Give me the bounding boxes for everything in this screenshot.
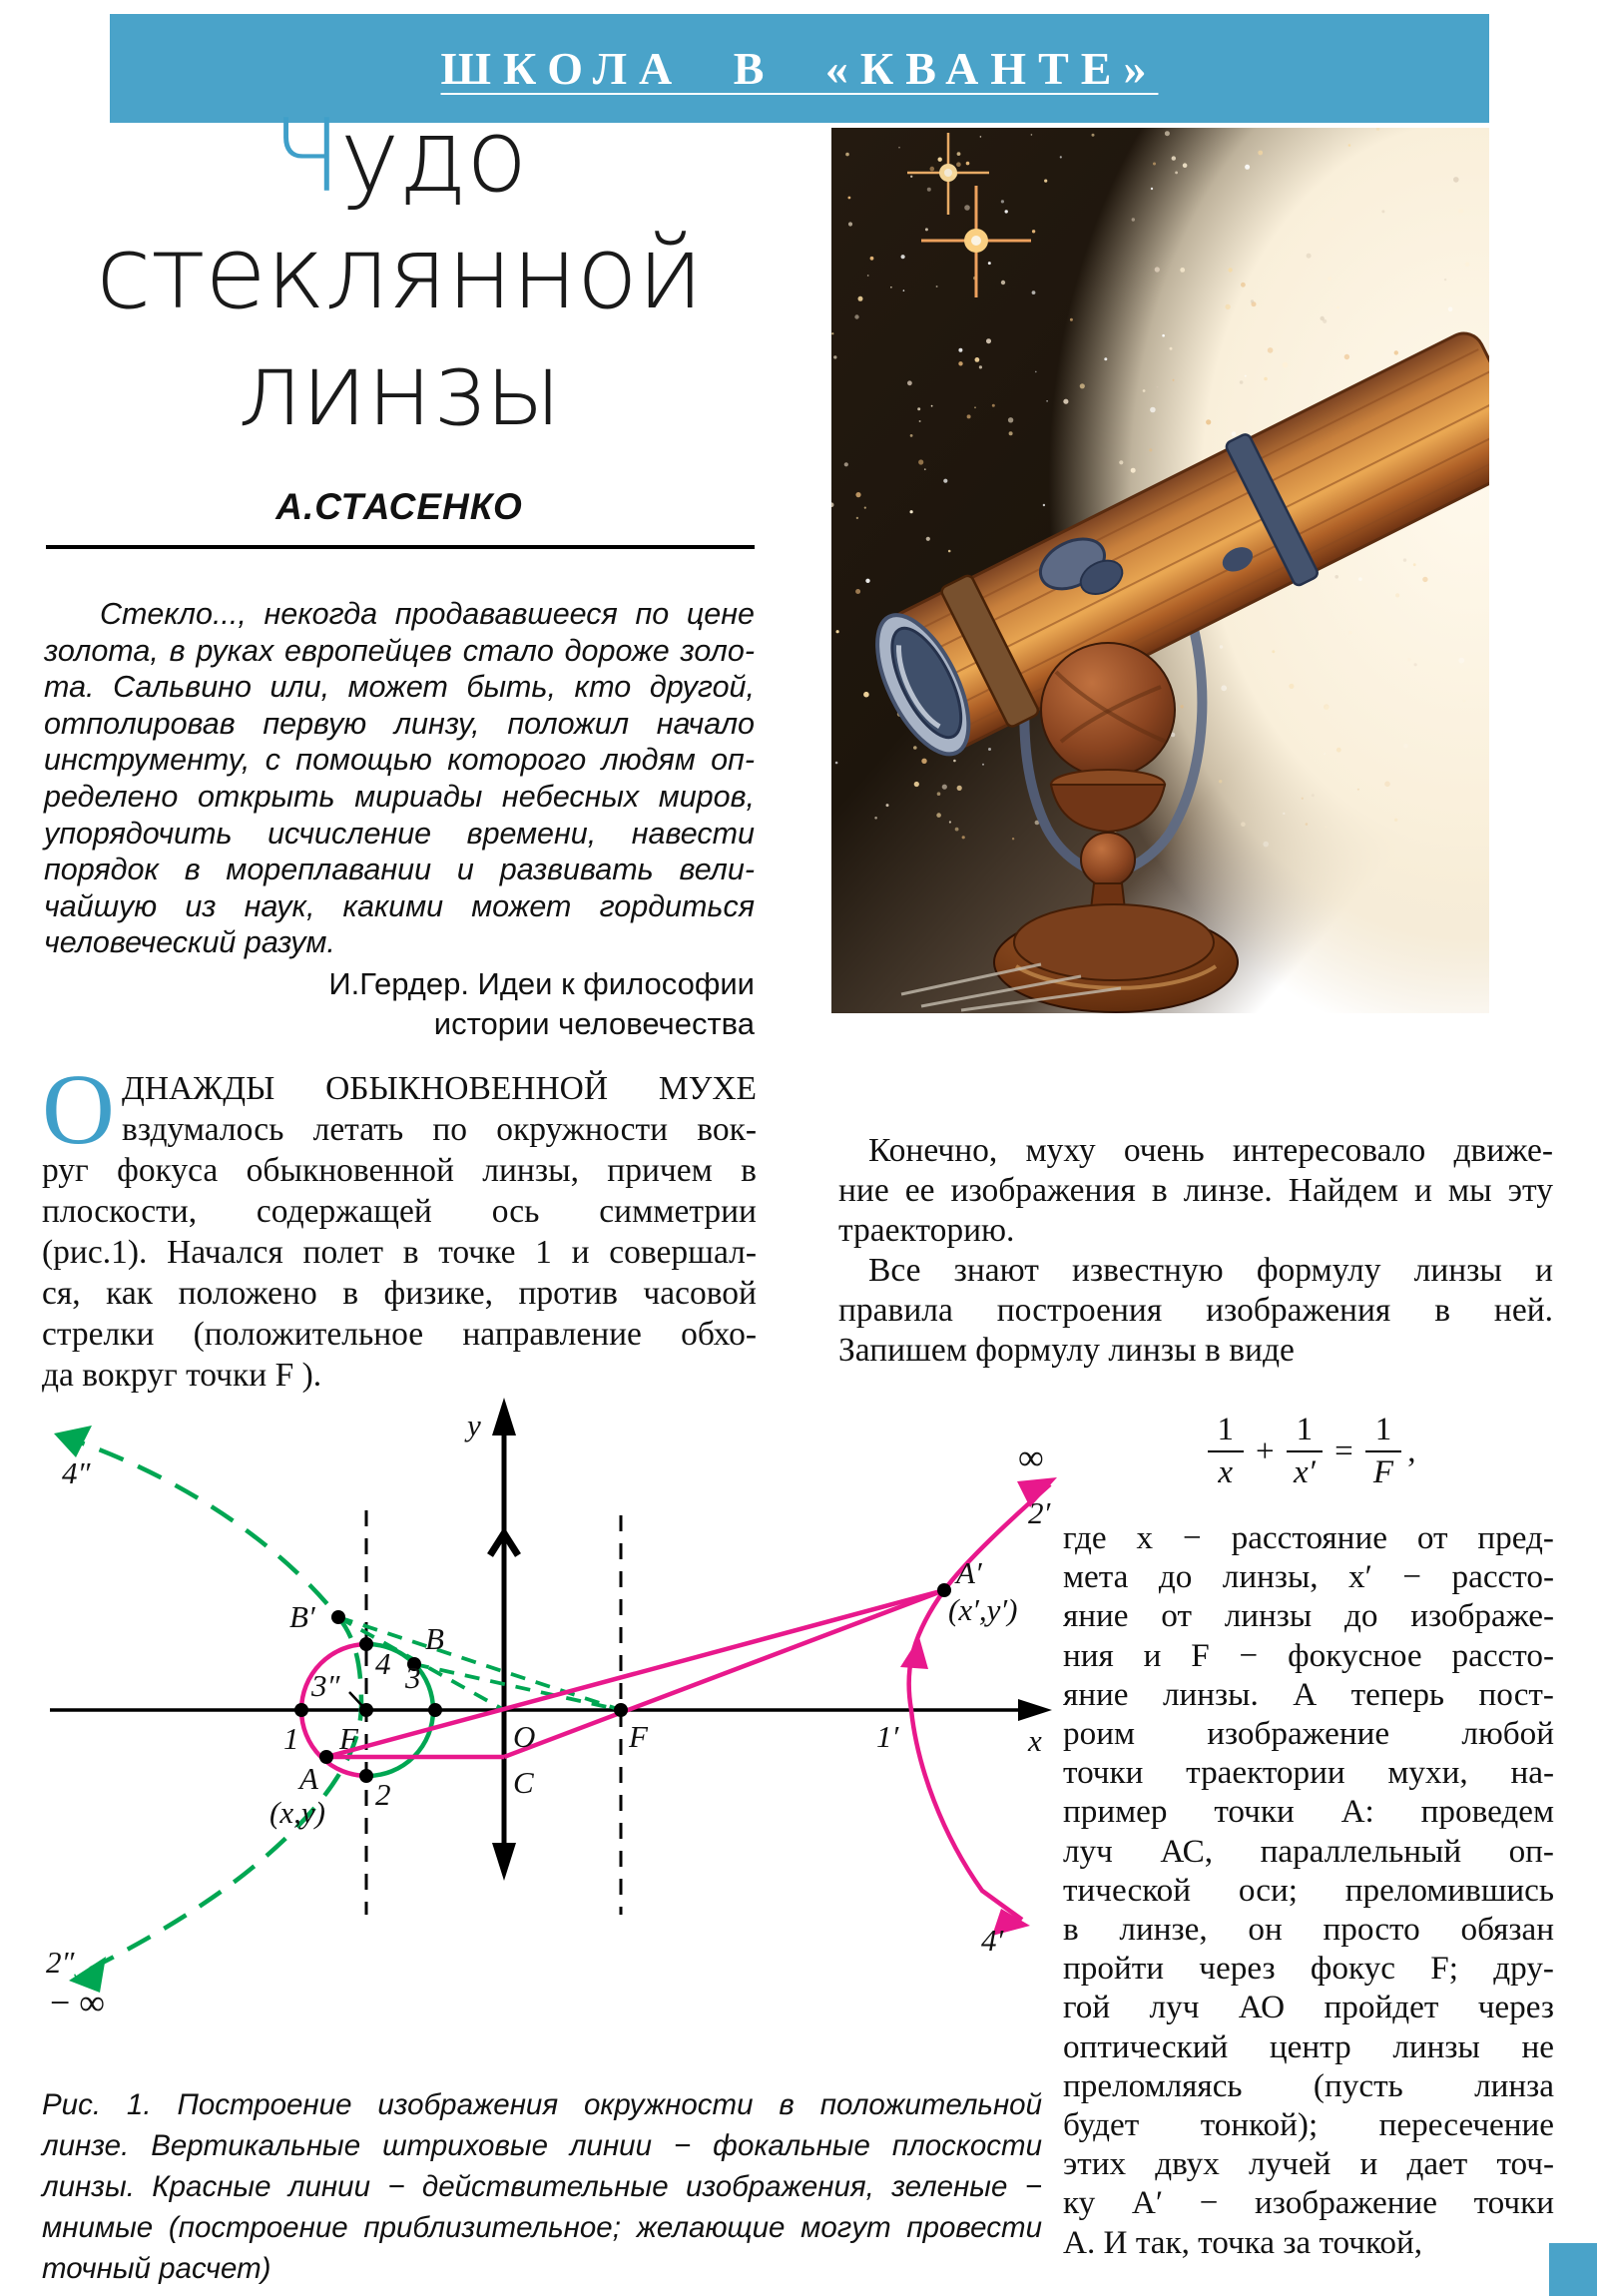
text-line: Стекло..., некогда продававшееся по цене: [100, 597, 755, 631]
text-line: яние линзы. А теперь пост-: [1063, 1675, 1554, 1713]
label-B-prime: B′: [289, 1599, 315, 1634]
label-point-3pp: 3″: [311, 1668, 340, 1703]
text-line: мета до линзы, x′ − рассто-: [1063, 1558, 1554, 1596]
text-line: точки траектории мухи, на-: [1063, 1754, 1554, 1792]
formula-denominator: x: [1218, 1454, 1234, 1490]
text-line: линзе. Вертикальные штриховые линии − фокальные плоскости: [42, 2129, 1042, 2162]
label-A-prime-coords: (x′,y′): [948, 1592, 1018, 1627]
text-line: инструменту, с помощью которого людям оп-: [44, 743, 755, 778]
formula-numerator: 1: [1365, 1412, 1402, 1452]
text-line: траекторию.: [838, 1212, 1015, 1249]
formula-numerator: 1: [1287, 1412, 1324, 1452]
axis-label-x: x: [1028, 1723, 1042, 1758]
text-line: (рис.1). Начался полет в точке 1 и совершал-: [42, 1234, 757, 1271]
body-paragraph-right: [838, 1131, 1553, 1371]
text-line: ние ее изображения в линзе. Найдем и мы эту: [838, 1172, 1553, 1209]
text-line: ния и F − фокусное рассто-: [1063, 1636, 1554, 1674]
virtual-trajectory-curve: [60, 1435, 361, 1977]
figure-1-diagram: [28, 1396, 1058, 2044]
title-line: линзы: [238, 330, 561, 448]
label-point-2p: 2′: [1028, 1495, 1051, 1530]
text-line: ределено открыть мириады небесных миров,: [44, 779, 755, 814]
text-line: оптический центр линзы не: [1063, 2027, 1554, 2065]
plus-sign: +: [1256, 1433, 1275, 1469]
article-title: [42, 98, 757, 448]
text-line: мнимые (построение приблизительное; желающие могут провести: [42, 2211, 1042, 2244]
title-line: стеклянной: [96, 214, 703, 331]
label-A: A: [299, 1761, 318, 1796]
text-line: Все знают известную формулу линзы и: [868, 1252, 1553, 1289]
text-line: точный расчет): [42, 2252, 271, 2285]
formula-denominator: x′: [1293, 1454, 1316, 1490]
text-line: в линзе, он просто обязан: [1063, 1911, 1554, 1949]
text-line: Рис. 1. Построение изображения окружности в положительной: [42, 2088, 1042, 2121]
text-line: человеческий разум.: [44, 925, 335, 960]
base-disc-upper: [1014, 904, 1214, 980]
label-C: C: [513, 1765, 534, 1800]
page-corner-mark: [1549, 2243, 1597, 2296]
text-line: та. Сальвино или, может быть, кто другой,: [44, 670, 755, 705]
attribution-line: истории человечества: [433, 1006, 755, 1041]
paragraph: [838, 1251, 1553, 1371]
text-line: этих двух лучей и дает точ-: [1063, 2145, 1554, 2183]
section-banner-title: ШКОЛА В «КВАНТЕ»: [440, 43, 1159, 94]
text-line: руг фокуса обыкновенной линзы, причем в: [42, 1152, 757, 1189]
label-A-coords: (x,y): [269, 1795, 325, 1830]
label-point-1p: 1′: [876, 1719, 899, 1754]
formula-numerator: 1: [1208, 1412, 1245, 1452]
text-line: линзы. Красные линии − действительные изображения, зеленые −: [42, 2170, 1042, 2203]
text-line: ку А′ − изображение точки: [1063, 2184, 1554, 2222]
text-line: Запишем формулу линзы в виде: [838, 1332, 1295, 1369]
neg-infinity-label: − ∞: [50, 1983, 105, 2022]
author-divider: [46, 545, 755, 549]
text-line: золота, в руках европейцев стало дороже золо-: [44, 633, 755, 668]
text-line: вздумалось летать по окружности вок-: [122, 1111, 757, 1148]
label-A-prime: A′: [956, 1555, 982, 1590]
text-line: где x − расстояние от пред-: [1063, 1519, 1554, 1556]
text-line: чайшую из наук, какими может гордиться: [44, 888, 755, 923]
formula-denominator: F: [1372, 1454, 1394, 1490]
column-knot: [1081, 833, 1135, 886]
real-trajectory-curve: [909, 1484, 1050, 1920]
text-line: пример точки А: проведем: [1063, 1793, 1554, 1831]
text-line: яние от линзы до изображе-: [1063, 1597, 1554, 1635]
text-line: тической оси; преломившись: [1063, 1871, 1554, 1909]
y-axis-arrow: [492, 1398, 516, 1435]
text-line: отполировав первую линзу, положил начало: [44, 706, 755, 741]
text-line: будет тонкой); пересечение: [1063, 2106, 1554, 2144]
epigraph-attribution: [44, 964, 755, 1044]
epigraph: [44, 596, 755, 961]
title-line: Чудо: [271, 97, 527, 215]
body-paragraph-narrow: [1063, 1518, 1554, 2262]
text-line: порядок в мореплавании и развивать вели-: [44, 853, 755, 887]
label-F-right: F: [629, 1719, 648, 1754]
label-point-2: 2: [375, 1777, 391, 1812]
text-line: роим изображение любой: [1063, 1715, 1554, 1753]
label-F-left: F: [339, 1721, 358, 1756]
infinity-label: ∞: [1018, 1437, 1044, 1477]
text-line: да вокруг точки F ).: [42, 1357, 322, 1394]
text-line: гой луч АО пройдет через: [1063, 1989, 1554, 2026]
text-line: ДНАЖДЫ ОБЫКНОВЕННОЙ МУХЕ: [122, 1070, 757, 1107]
virtual-curve-arrow-top: [54, 1426, 92, 1457]
equals-sign: =: [1334, 1433, 1353, 1469]
body-paragraph-left: [42, 1053, 757, 1396]
article-author: А.СТАСЕНКО: [275, 486, 523, 527]
label-B: B: [425, 1621, 444, 1656]
text-line: правила построения изображения в ней.: [838, 1292, 1553, 1329]
text-line: преломляясь (пусть линза: [1063, 2066, 1554, 2104]
telescope-illustration: [831, 128, 1489, 1013]
formula-comma: ,: [1407, 1433, 1416, 1469]
lens-formula: [1063, 1396, 1554, 1507]
label-point-4p: 4′: [981, 1923, 1004, 1958]
label-O: O: [513, 1719, 536, 1754]
label-point-3: 3: [405, 1660, 421, 1695]
label-point-4pp: 4″: [62, 1455, 91, 1490]
label-point-4: 4: [375, 1646, 391, 1681]
text-line: пройти через фокус F; дру-: [1063, 1950, 1554, 1988]
axis-label-y: y: [467, 1408, 481, 1442]
paragraph: [838, 1131, 1553, 1251]
text-line: ся, как положено в физике, против часовой: [42, 1275, 757, 1312]
label-point-1: 1: [283, 1721, 299, 1756]
text-line: упорядочить исчисление времени, навести: [44, 816, 755, 851]
text-line: А. И так, точка за точкой,: [1063, 2223, 1423, 2261]
lens-lower-arrow: [492, 1843, 516, 1881]
x-axis-arrow: [1018, 1699, 1052, 1721]
figure-caption: [42, 2084, 1042, 2289]
text-line: плоскости, содержащей ось симметрии: [42, 1193, 757, 1230]
text-line: Конечно, муху очень интересовало движе-: [868, 1132, 1553, 1169]
text-line: стрелки (положительное направление обхо-: [42, 1316, 757, 1353]
attribution-line: И.Гердер. Идеи к философии: [328, 966, 755, 1001]
label-point-2pp: 2″: [46, 1945, 75, 1980]
text-line: луч АС, параллельный оп-: [1063, 1832, 1554, 1870]
drop-cap: О: [42, 1053, 115, 1165]
